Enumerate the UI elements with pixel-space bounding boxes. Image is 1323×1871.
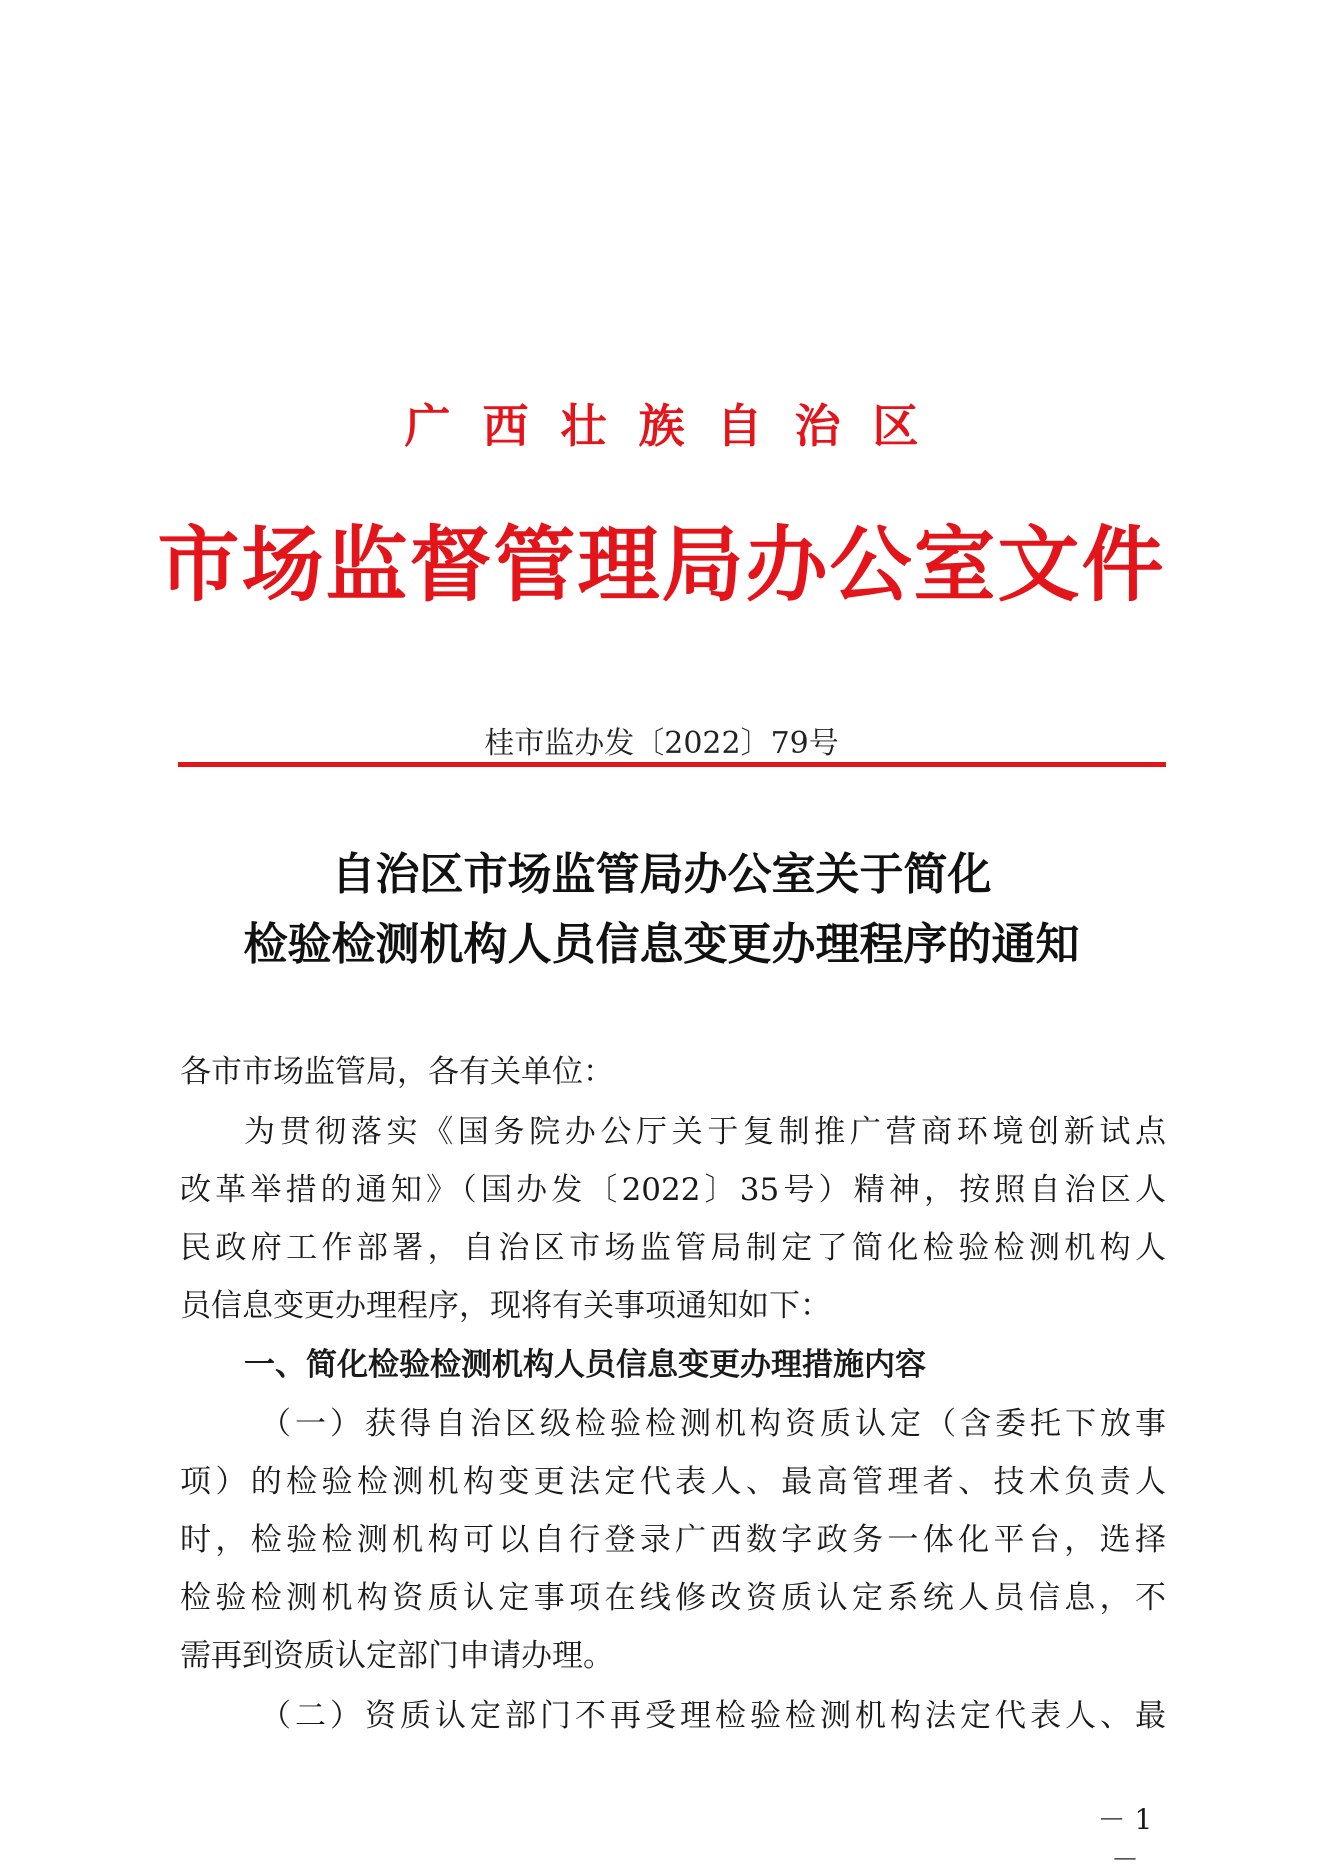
intro-line: 改革举措的通知》（国办发〔2022〕35号）精神，按照自治区人: [180, 1172, 1166, 1208]
section-heading: 一、简化检验检测机构人员信息变更办理措施内容: [244, 1347, 926, 1383]
intro-line: 员信息变更办理程序，现将有关事项通知如下：: [180, 1288, 831, 1324]
intro-line: 为贯彻落实《国务院办公厅关于复制推广营商环境创新试点: [244, 1114, 1166, 1150]
issuer-office-title: 市场监督管理局办公室文件: [157, 517, 1166, 613]
item-line: 项）的检验检测机构变更法定代表人、最高管理者、技术负责人: [180, 1464, 1166, 1500]
document-number: 桂市监办发〔2022〕79号: [484, 726, 839, 761]
item-line: （二）资质认定部门不再受理检验检测机构法定代表人、最: [260, 1698, 1166, 1734]
salutation: 各市市场监管局，各有关单位：: [180, 1054, 614, 1090]
document-title-line-1: 自治区市场监管局办公室关于简化: [331, 849, 992, 900]
red-divider-line: [178, 762, 1166, 767]
page-number: － 1 －: [1097, 1803, 1153, 1871]
item-line: （一）获得自治区级检验检测机构资质认定（含委托下放事: [260, 1406, 1166, 1442]
item-line: 需再到资质认定部门申请办理。: [180, 1638, 614, 1674]
intro-line: 民政府工作部署，自治区市场监管局制定了简化检验检测机构人: [180, 1230, 1166, 1266]
document-title-line-2: 检验检测机构人员信息变更办理程序的通知: [243, 919, 1080, 970]
item-line: 时，检验检测机构可以自行登录广西数字政务一体化平台，选择: [180, 1522, 1166, 1558]
item-line: 检验检测机构资质认定事项在线修改资质认定系统人员信息，不: [180, 1580, 1166, 1616]
issuer-region: 广西壮族自治区: [404, 399, 951, 453]
